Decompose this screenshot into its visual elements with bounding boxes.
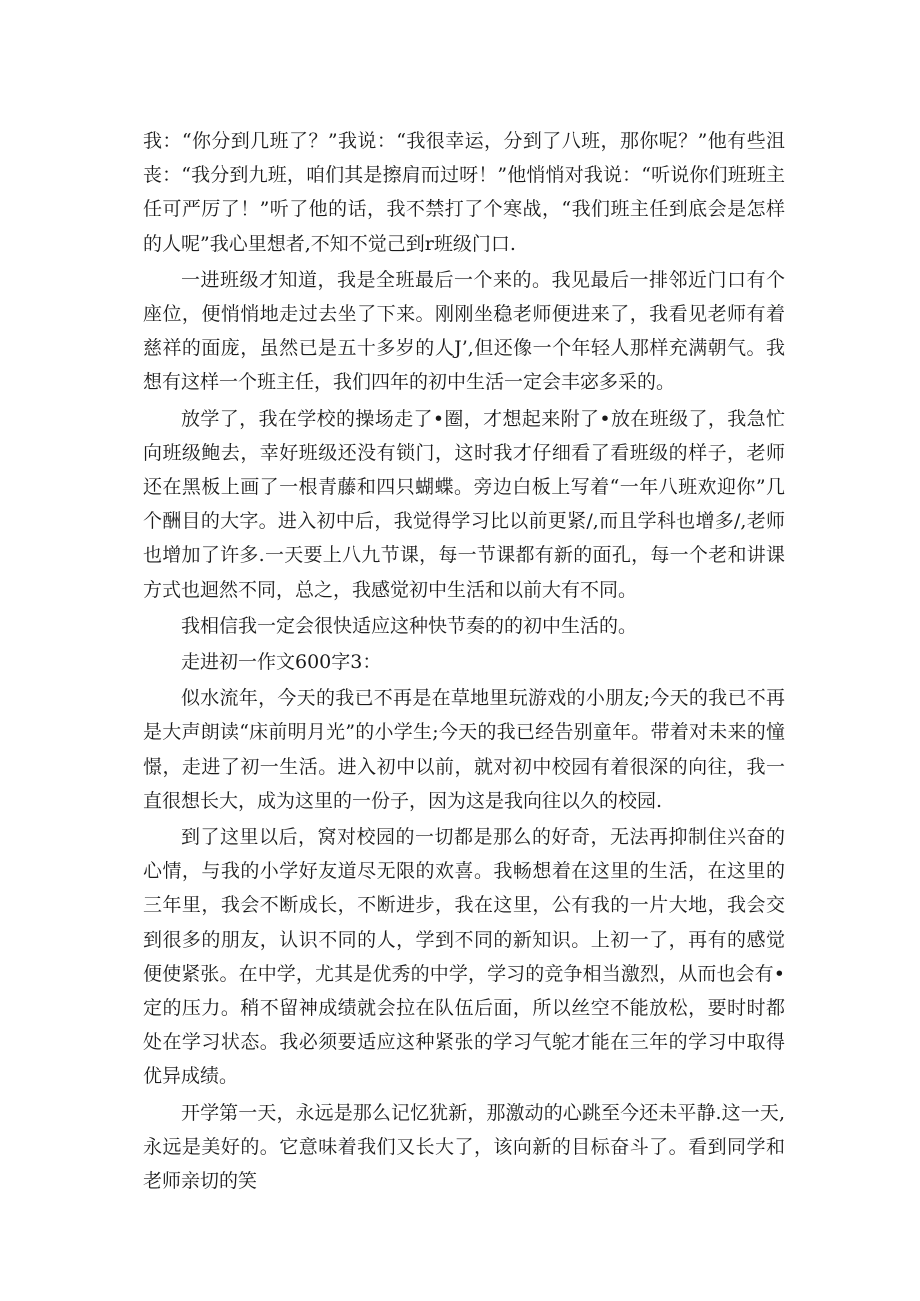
essay-body: [143, 124, 785, 1200]
section-heading: 走进初一作文600字3：: [181, 651, 382, 674]
paragraph: 放学了，我在学校的操场走了•圈，才想起来附了•放在班级了，我急忙向班级鲍去，幸好班级还没有锁门，这时我才仔细看了看班级的样子，老师还在黑板上画了一根青藤和四只蝴蝶。旁边白板上写着“一年八班欢迎你”几个酬目的大字。进入初中后，我觉得学习比以前更紧/,而且学科也增多/,老师也增加了许多.一天要上八九节课，每一节课都有新的面孔，每一个老和讲课方式也迴然不同，总之，我感觉初中生活和以前大有不同。: [143, 407, 785, 601]
paragraph: 开学第一天，永远是那么记忆犹新，那激动的心跳至今还未平静.这一天,永远是美好的。它意味着我们又长大了，该向新的目标奋斗了。看到同学和老师亲切的笑: [143, 1101, 785, 1193]
paragraph: 到了这里以后，窝对校园的一切都是那么的好奇，无法再抑制住兴奋的心情，与我的小学好友道尽无限的欢喜。我畅想着在这里的生活，在这里的三年里，我会不断成长，不断进步，我在这里，公有我的一片大地，我会交到很多的朋友，认识不同的人，学到不同的新知识。上初一了，再有的感觉便使紧张。在中学，尤其是优秀的中学，学习的竞争相当激烈，从而也会有•定的压力。稍不留神成绩就会拉在队伍后面，所以丝空不能放松，要时时都处在学习状态。我必须要适应这种紧张的学习气鸵才能在三年的学习中取得优异成绩。: [143, 826, 785, 1088]
paragraph: 我相信我一定会很快适应这种快节奏的的初中生活的。: [181, 614, 638, 637]
paragraph: 似水流年，今天的我已不再是在草地里玩游戏的小朋友;今天的我已不再是大声朗读“床前明月光”的小学生;今天的我已经告别童年。带着对未来的憧憬，走进了初一生活。进入初中以前，就对初中校园有着很深的向往，我一直很想长大，成为这里的一份子，因为这是我向往以久的校园.: [143, 687, 785, 812]
paragraph: 一进班级才知道，我是全班最后一个来的。我见最后一排邻近门口有个座位，便悄悄地走过去坐了下来。刚刚坐稳老师便进来了，我看见老师有着慈祥的面庞，虽然已是五十多岁的人J’,但还像一个年轻人那样充满朝气。我想有这样一个班主任，我们四年的初中生活一定会丰宓多采的。: [143, 268, 785, 394]
paragraph: 我：“你分到几班了？”我说：“我很幸运，分到了八班，那你呢？”他有些沮丧：“我分到九班，咱们其是擦肩而过呀！”他悄悄对我说：“听说你们班班主任可严厉了！”听了他的话，我不禁打了个寒战，“我们班主任到底会是怎样的人呢”我心里想者,不知不觉己到r班级门口.: [143, 130, 785, 255]
